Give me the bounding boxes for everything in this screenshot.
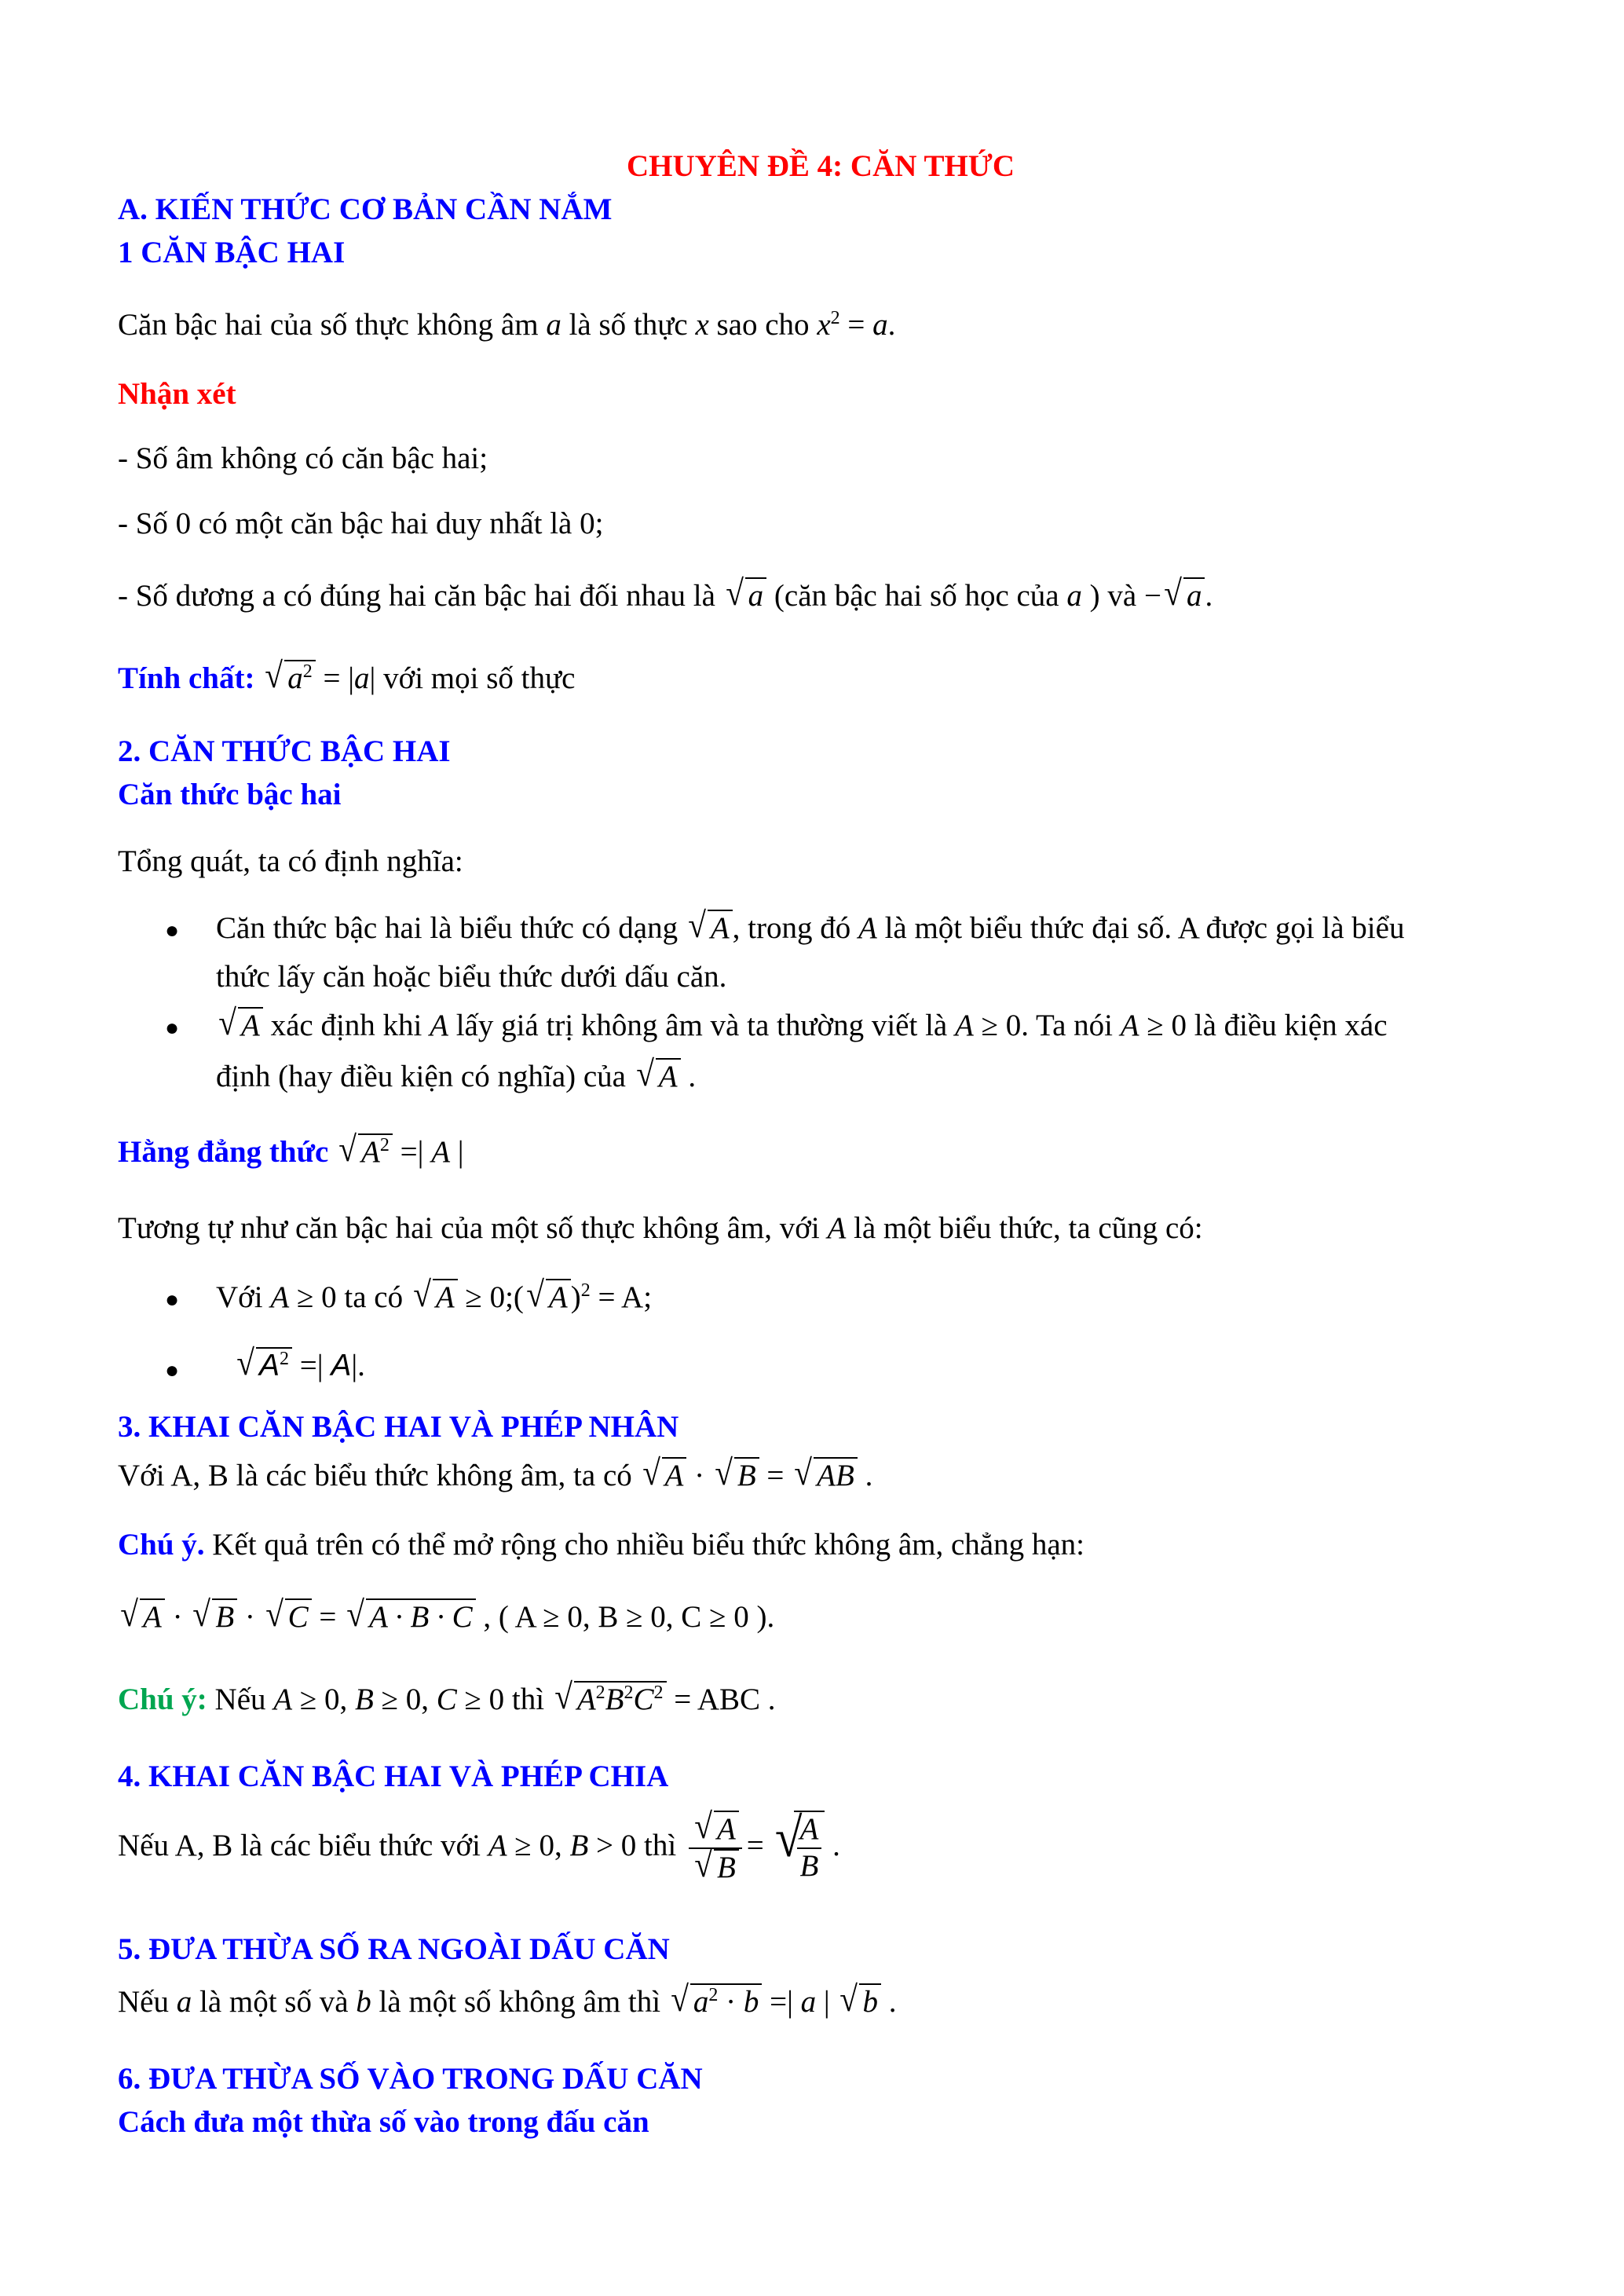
remark-heading: Nhận xét	[118, 377, 236, 411]
bullet-icon: ●	[165, 917, 180, 943]
quotient-rule: Nếu A, B là các biểu thức với A ≥ 0, B > 0 thì √ A √ B = √ $\frac{A}{B}$ .	[118, 1806, 840, 1884]
text: = A;	[590, 1280, 653, 1314]
text: Nếu	[207, 1683, 274, 1716]
remark-3: - Số dương a có đúng hai căn bậc hai đối nhau là √ a (căn bậc hai số học của a ) và − √ a .	[118, 573, 1213, 613]
bullet-2-line-1: √ A xác định khi A lấy giá trị không âm và ta thường viết là A ≥ 0. Ta nói A ≥ 0 là điều kiện xác	[218, 1002, 1388, 1042]
text: là một biểu thức đại số. A được gọi là biểu	[876, 911, 1405, 945]
property-line: Tính chất: √ $a^2 = |a|$ với mọi số thực	[118, 655, 576, 695]
text: Với	[216, 1280, 271, 1314]
property-label: Tính chất:	[118, 661, 263, 695]
text: .	[888, 1985, 897, 2019]
bullet-3: Với A ≥ 0 ta có √ A ≥ 0;( √ A )$^2$ = A;	[216, 1274, 653, 1314]
text: , trong đó	[732, 911, 858, 945]
section-a-heading: A. KIẾN THỨC CƠ BẢN CẦN NẮM	[118, 192, 613, 226]
text: .	[832, 1828, 840, 1862]
text: là một biểu thức, ta cũng có:	[846, 1211, 1203, 1245]
text: . Ta nói	[1021, 1009, 1121, 1042]
text: là một số không âm thì	[371, 1985, 668, 2019]
bullet-1-line-1: Căn thức bậc hai là biểu thức có dạng √ A , trong đó A là một biểu thức đại số. A được gọi là biểu	[216, 905, 1405, 945]
text: Căn thức bậc hai là biểu thức có dạng	[216, 911, 686, 945]
section-5-heading: 5. ĐƯA THỪA SỐ RA NGOÀI DẤU CĂN	[118, 1932, 670, 1966]
text: - Số dương a có đúng hai căn bậc hai đối nhau là	[118, 579, 723, 613]
text: Nếu	[118, 1985, 177, 2019]
fraction: √ A √ B	[689, 1811, 742, 1886]
similar-statement: Tương tự như căn bậc hai của một số thực không âm, với A là một biểu thức, ta cũng có:	[118, 1211, 1203, 1245]
remark-1: - Số âm không có căn bậc hai;	[118, 441, 488, 475]
bullet-icon: ●	[165, 1357, 180, 1383]
text: ) và	[1081, 579, 1144, 613]
bullet-4: √ $A^2$ =| A|.	[236, 1342, 365, 1382]
text: .	[357, 1349, 365, 1382]
text: là điều kiện xác	[1187, 1009, 1388, 1042]
section-4-heading: 4. KHAI CĂN BẬC HAI VÀ PHÉP CHIA	[118, 1760, 669, 1793]
text: là một số và	[192, 1985, 357, 2019]
section-1-heading: 1 CĂN BẬC HAI	[118, 236, 346, 269]
section-2-sub: Căn thức bậc hai	[118, 778, 342, 811]
text: .	[1205, 579, 1213, 613]
factor-out-rule: Nếu a là một số và b là một số không âm thì √ $a^2 \cdot b$ =| a | √ b .	[118, 1979, 897, 2019]
text: thì	[504, 1683, 552, 1716]
bullet-2-line-2: định (hay điều kiện có nghĩa) của √ A .	[216, 1053, 697, 1093]
note-1-label: Chú ý.	[118, 1528, 205, 1562]
text: = ABC .	[666, 1683, 776, 1716]
text: Tương tự như căn bậc hai của một số thực không âm, với	[118, 1211, 828, 1245]
text: Căn bậc hai của số thực không âm	[118, 308, 547, 342]
product-extension: √ A · √ B · √ C = √ A · B · C , ( A ≥ 0, B ≥ 0, C ≥ 0 ).	[120, 1594, 775, 1634]
text: định (hay điều kiện có nghĩa) của	[216, 1060, 634, 1093]
bullet-1-line-2: thức lấy căn hoặc biểu thức dưới dấu căn.	[216, 960, 727, 994]
general-definition: Tổng quát, ta có định nghĩa:	[118, 844, 463, 878]
bullet-icon: ●	[165, 1287, 180, 1313]
text: Nếu A, B là các biểu thức với	[118, 1828, 488, 1862]
identity-label: Hằng đẳng thức	[118, 1135, 337, 1169]
text: sao cho	[708, 308, 817, 342]
text: Với A, B là các biểu thức không âm, ta có	[118, 1459, 640, 1492]
text: là số thực	[561, 308, 696, 342]
text: xác định khi	[262, 1009, 430, 1042]
remark-2: - Số 0 có một căn bậc hai duy nhất là 0;	[118, 507, 604, 540]
text: ta có	[336, 1280, 411, 1314]
text: , ( A ≥ 0, B ≥ 0, C ≥ 0 ).	[475, 1600, 775, 1634]
section-6-sub: Cách đưa một thừa số vào trong đấu căn	[118, 2105, 649, 2139]
text: lấy giá trị không âm và ta thường viết là	[448, 1009, 955, 1042]
text: 0;(	[489, 1280, 524, 1314]
text: thì	[636, 1828, 684, 1862]
text: Kết quả trên có thể mở rộng cho nhiều biểu thức không âm, chẳng hạn:	[204, 1528, 1084, 1562]
text: (căn bậc hai số học của	[766, 579, 1067, 613]
note-2-label: Chú ý:	[118, 1683, 207, 1716]
identity-line: Hằng đẳng thức √ $A^2$ =| A |	[118, 1129, 464, 1169]
sqrt-definition: Căn bậc hai của số thực không âm a là số thực x sao cho $x^2 = a$.	[118, 308, 896, 342]
text: .	[865, 1459, 873, 1492]
section-3-heading: 3. KHAI CĂN BẬC HAI VÀ PHÉP NHÂN	[118, 1410, 679, 1444]
bullet-icon: ●	[165, 1015, 180, 1041]
text: với mọi số thực	[375, 661, 576, 695]
section-2-heading: 2. CĂN THỨC BẬC HAI	[118, 734, 451, 768]
note-1	[118, 1528, 1084, 1563]
text: .	[688, 1060, 697, 1093]
note-2: Chú ý: Nếu A ≥ 0, B ≥ 0, C ≥ 0 thì √ $A^2B^2C^2$ = ABC .	[118, 1676, 776, 1716]
product-rule: Với A, B là các biểu thức không âm, ta có √ A · √ B = √ AB .	[118, 1452, 873, 1492]
text: .	[887, 308, 896, 342]
section-6-heading: 6. ĐƯA THỪA SỐ VÀO TRONG DẤU CĂN	[118, 2062, 703, 2096]
text: )	[570, 1280, 581, 1314]
page-title: CHUYÊN ĐỀ 4: CĂN THỨC	[626, 149, 1015, 183]
